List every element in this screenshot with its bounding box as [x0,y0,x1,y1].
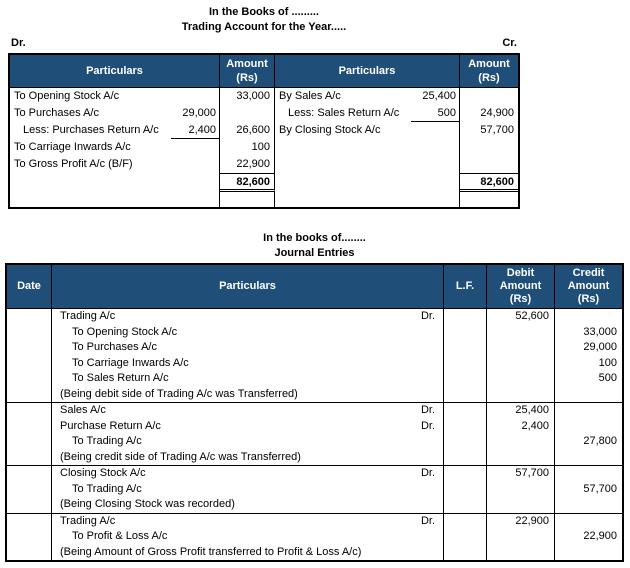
journal-credit-amount [555,450,622,466]
trading-row-label: Less: Sales Return A/c [288,107,400,119]
journal-dr-label [435,340,443,356]
trading-inner-amount [171,156,219,173]
journal-statement-title: Journal Entries [274,247,355,259]
journal-credit-amount [555,419,622,435]
trading-amount-cell: 26,600 [220,122,275,139]
journal-line [52,356,443,372]
trading-particulars-cell [10,122,220,139]
journal-line-text: To Purchases A/c [72,341,157,353]
journal-line-text: (Being debit side of Trading A/c was Transferred) [60,387,298,400]
journal-line [52,340,443,356]
journal-line-text: To Sales Return A/c [72,372,169,384]
journal-particulars-cell [52,309,444,402]
trading-inner-amount: 29,000 [182,107,216,119]
journal-line-text: (Being credit side of Trading A/c was Transferred) [60,450,301,463]
trading-row [10,122,275,139]
journal-credit-amount [555,403,622,419]
header-debit-amount [487,265,555,308]
journal-particulars-cell [52,403,444,465]
header-amount-credit [460,55,518,87]
trading-amount-cell: 22,900 [220,156,275,173]
header-label: Credit [572,267,605,279]
trading-amount-cell: 33,000 [220,88,275,105]
header-particulars-credit [275,55,460,87]
header-label: Amount [567,280,610,292]
trading-row-label: To Opening Stock A/c [14,90,120,102]
trading-amount-cell: 57,700 [480,124,514,136]
journal-line [52,450,443,466]
trading-inner-amount [411,122,459,139]
journal-debit-cell [487,309,555,402]
journal-entry [7,309,622,402]
journal-credit-amount: 27,800 [583,435,617,447]
journal-line [52,482,443,498]
journal-line-text: Trading A/c [60,310,116,322]
trading-table-header [10,55,518,88]
trading-row-label: By Closing Stock A/c [279,124,381,136]
journal-lf-cell [444,466,487,513]
journal-debit-amount [487,325,554,341]
journal-particulars-cell [52,466,444,513]
dr-cr-row [8,35,520,53]
trading-row [10,139,275,156]
journal-debit-amount [487,356,554,372]
journal-table-body [7,309,622,560]
journal-credit-amount [555,309,622,325]
journal-dr-label: Dr. [420,514,435,527]
journal-dr-label [435,371,443,387]
journal-line [52,529,443,545]
trading-row-label: To Gross Profit A/c (B/F) [14,158,133,170]
trading-particulars-cell [275,122,460,139]
journal-dr-label: Dr. [420,419,435,432]
journal-entry [7,402,622,465]
journal-debit-amount [487,371,554,387]
trading-row [10,105,275,122]
journal-line-text: To Trading A/c [72,435,142,447]
journal-credit-amount: 22,900 [583,530,617,542]
journal-date-cell [7,466,52,513]
trading-amount-cell [460,139,518,156]
journal-entry [7,513,622,561]
journal-dr-label [435,497,443,513]
header-particulars [52,265,444,308]
journal-credit-amount: 29,000 [583,341,617,353]
journal-debit-amount: 57,700 [515,467,549,479]
journal-line [52,325,443,341]
journal-credit-cell [555,309,622,402]
journal-dr-label: Dr. [420,310,435,322]
trading-particulars-cell [275,88,460,105]
journal-line [52,514,443,530]
trading-particulars-cell [10,173,220,192]
trading-inner-amount [411,156,459,173]
journal-line-text: To Carriage Inwards A/c [72,356,189,369]
trading-particulars-cell [10,88,220,105]
trading-amount-cell: 100 [220,139,275,156]
header-label: L.F. [455,280,475,292]
journal-debit-amount [487,545,554,561]
journal-credit-cell [555,514,622,561]
journal-table-header [7,265,622,309]
trading-statement-title: Trading Account for the Year..... [181,21,347,33]
trading-particulars-cell [275,192,460,207]
journal-dr-label [435,387,443,403]
header-date [7,265,52,308]
journal-credit-amount [555,497,622,513]
header-label: Amount [468,58,510,70]
trading-inner-amount [411,192,459,207]
journal-line-text: Trading A/c [60,514,116,527]
journal-debit-amount [487,434,554,450]
journal-line-text: Purchase Return A/c [60,419,161,432]
trading-inner-amount [171,88,219,105]
journal-dr-label [435,529,443,545]
journal-debit-amount [487,340,554,356]
journal-line-text: Closing Stock A/c [60,467,146,479]
header-credit-amount [555,265,622,308]
journal-line-text: To Opening Stock A/c [72,325,178,338]
trading-row [10,192,275,207]
journal-debit-amount [487,482,554,498]
header-label: (Rs) [577,293,600,305]
journal-credit-cell [555,403,622,465]
trading-row [275,192,518,207]
dr-label: Dr. [11,37,26,49]
journal-debit-amount [487,387,554,403]
trading-amount-cell: 82,600 [460,173,518,192]
journal-line [52,497,443,513]
journal-date-cell [7,403,52,465]
trading-amount-cell: 24,900 [480,107,514,119]
header-label: Date [17,280,41,292]
trading-amount-cell [220,105,275,122]
trading-amount-cell [460,88,518,105]
trading-table-body [10,88,518,207]
header-particulars-debit [10,55,220,87]
journal-line-text: (Being Closing Stock was recorded) [60,498,235,510]
journal-dr-label [435,356,443,372]
trading-row [275,173,518,192]
trading-amount-cell: 82,600 [220,173,275,192]
header-label: (Rs) [509,293,532,305]
journal-debit-cell [487,403,555,465]
journal-lf-cell [444,309,487,402]
trading-row [10,173,275,192]
trading-inner-amount: 25,400 [422,90,456,102]
journal-line [52,309,443,325]
trading-row [275,122,518,139]
header-label: Particulars [219,280,276,292]
trading-inner-amount [411,173,459,192]
journal-debit-amount: 2,400 [521,419,549,432]
trading-row-label: By Sales A/c [279,90,341,102]
trading-particulars-cell [275,156,460,173]
journal-credit-cell [555,466,622,513]
trading-particulars-cell [10,105,220,122]
journal-line [52,371,443,387]
journal-section [5,231,624,562]
trading-particulars-cell [275,139,460,156]
trading-row [275,105,518,122]
journal-entry [7,465,622,513]
journal-credit-amount [555,466,622,482]
journal-line [52,403,443,419]
journal-debit-amount: 25,400 [515,404,549,416]
journal-debit-cell [487,466,555,513]
journal-debit-amount [487,450,554,466]
trading-particulars-cell [10,156,220,173]
trading-row [10,88,275,105]
trading-inner-amount: 500 [411,105,459,122]
journal-dr-label [435,434,443,450]
journal-lf-cell [444,403,487,465]
trading-row [10,156,275,173]
journal-credit-amount: 57,700 [583,482,617,495]
journal-table [5,263,624,562]
cr-label: Cr. [502,37,517,49]
journal-line-text: To Trading A/c [72,482,142,495]
journal-dr-label: Dr. [420,404,435,416]
journal-dr-label: Dr. [420,467,435,479]
trading-inner-amount [171,173,219,192]
trading-inner-amount [411,139,459,156]
journal-book-title: In the books of........ [263,232,366,244]
journal-credit-amount [555,387,622,403]
journal-credit-amount [555,545,622,561]
header-amount-debit [220,55,275,87]
header-label: Amount [499,280,542,292]
journal-dr-label [435,545,443,561]
trading-particulars-cell [275,173,460,192]
trading-account-table [8,53,520,209]
journal-dr-label [435,450,443,466]
header-label: Amount [226,58,268,70]
journal-debit-cell [487,514,555,561]
journal-date-cell [7,309,52,402]
trading-book-title: In the Books of ......... [208,6,319,18]
journal-line-text: To Profit & Loss A/c [72,530,168,542]
journal-line [52,545,443,561]
trading-particulars-cell [10,139,220,156]
journal-debit-amount [487,497,554,513]
journal-credit-amount: 100 [598,356,617,369]
trading-row [275,139,518,156]
journal-line [52,387,443,403]
journal-date-cell [7,514,52,561]
trading-credit-side [275,88,518,207]
journal-credit-amount: 33,000 [583,325,617,338]
trading-particulars-cell [10,192,220,207]
header-label: (Rs) [478,72,500,84]
header-label: (Rs) [236,72,258,84]
journal-credit-amount [555,514,622,530]
journal-debit-amount: 52,600 [515,310,549,322]
journal-debit-amount: 22,900 [515,514,549,527]
trading-amount-cell [460,156,518,173]
trading-amount-cell [220,192,275,207]
header-label: Particulars [338,65,396,77]
journal-dr-label [435,325,443,341]
journal-line [52,466,443,482]
header-label: Debit [506,267,535,279]
journal-line-text: (Being Amount of Gross Profit transferred to Profit & Loss A/c) [60,545,362,558]
trading-row-label: To Purchases A/c [14,107,99,119]
journal-credit-amount: 500 [598,372,617,384]
trading-particulars-cell [275,105,460,122]
trading-row [275,88,518,105]
trading-row-label: Less: Purchases Return A/c [23,124,159,136]
trading-amount-cell [460,192,518,207]
header-label: Particulars [86,65,143,77]
journal-debit-amount [487,529,554,545]
journal-particulars-cell [52,514,444,561]
journal-line [52,434,443,450]
trading-account-section [8,0,520,209]
journal-lf-cell [444,514,487,561]
trading-inner-amount [171,192,219,207]
trading-inner-amount: 2,400 [171,122,219,139]
header-lf [444,265,487,308]
journal-dr-label [435,482,443,498]
trading-debit-side [10,88,275,207]
journal-line [52,419,443,435]
trading-row-label: To Carriage Inwards A/c [14,141,131,153]
journal-line-text: Sales A/c [60,404,106,416]
trading-row [275,156,518,173]
trading-inner-amount [171,139,219,156]
